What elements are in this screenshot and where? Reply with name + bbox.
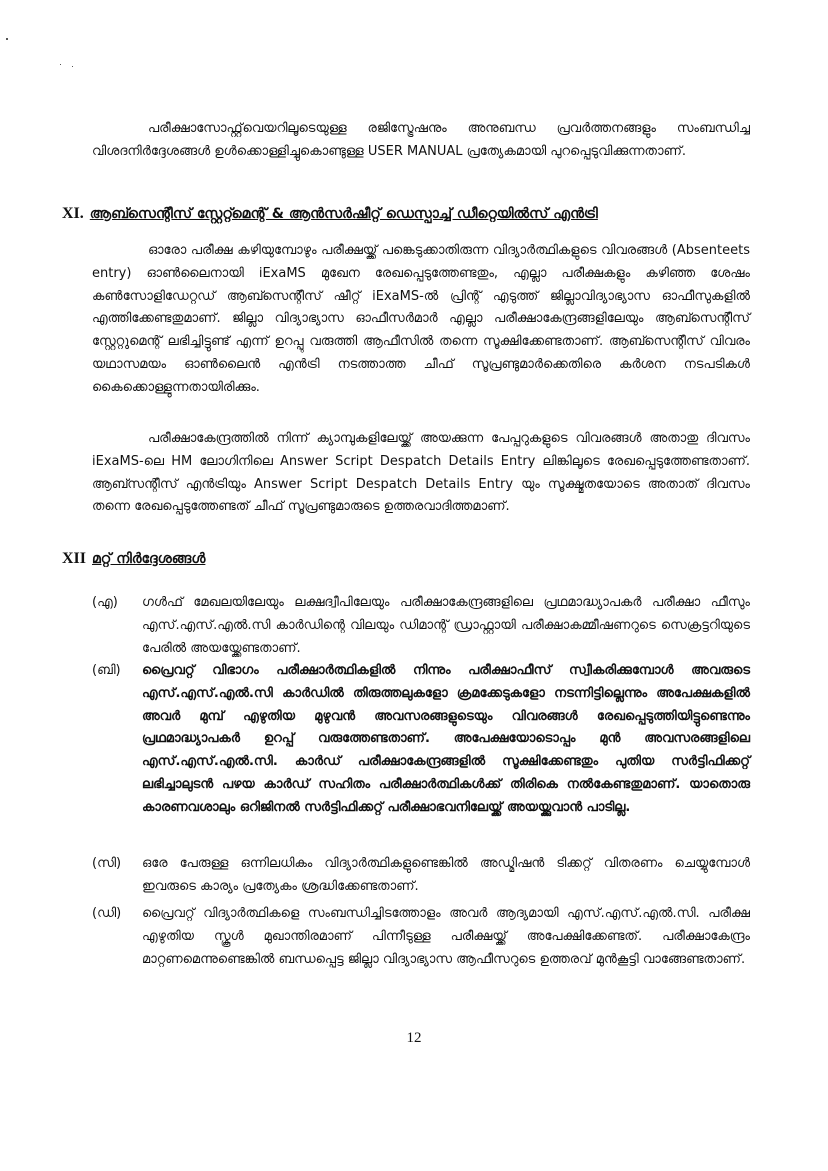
list-item-label: (ഡി) xyxy=(92,906,122,921)
scan-speck xyxy=(72,66,73,67)
scan-speck xyxy=(6,38,8,40)
page-number: 12 xyxy=(406,1030,422,1046)
list-item-label: (ബി) xyxy=(92,663,121,678)
intro-paragraph: പരീക്ഷാസോഫ്റ്റ്‌വെയറിലൂടെയുള്ള രജിസ്ട്രേഷനും അനുബന്ധ പ്രവർത്തനങ്ങളും സംബന്ധിച്ച വിശദനിർദ്ദേശങ്ങൾ ഉൾക്കൊള്ളിച്ചുകൊണ്ടുള്ള USER MANUAL പ്രത്യേകമായി പുറപ്പെടുവിക്കുന്നതാണ്. xyxy=(92,121,750,159)
section-number: XII xyxy=(62,550,87,567)
list-item-label: (സി) xyxy=(92,856,122,871)
section-xi-heading xyxy=(62,205,598,223)
section-number: XI. xyxy=(62,205,84,222)
list-item-text: പ്രൈവറ്റ് വിഭാഗം പരീക്ഷാർത്ഥികളിൽ നിന്നും പരീക്ഷാഫീസ് സ്വീകരിക്കുമ്പോൾ അവരുടെ എസ്.എസ്.എൽ.സി കാർഡിൽ തിരുത്തലുകളോ ക്രമക്കേടുകളോ നടന്നിട്ടില്ലെന്നും അപേക്ഷകളിൽ അവർ മുമ്പ് എഴുതിയ മുഴുവൻ അവസരങ്ങളുടെയും വിവരങ്ങൾ രേഖപ്പെടുത്തിയിട്ടുണ്ടെന്നും പ്രഥമാദ്ധ്യാപകർ ഉറപ്പ് വരുത്തേണ്ടതാണ്. അപേക്ഷയോടൊപ്പം മുൻ അവസരങ്ങളിലെ എസ്.എസ്.എൽ.സി. കാർഡ് പരീക്ഷാകേന്ദ്രങ്ങളിൽ സൂക്ഷിക്കേണ്ടതും പുതിയ സർട്ടിഫിക്കറ്റ് ലഭിച്ചാലുടൻ പഴയ കാർഡ് സഹിതം പരീക്ഷാർത്ഥികൾക്ക് തിരികെ നൽകേണ്ടതുമാണ്. യാതൊരു കാരണവശാലും ഒറിജിനൽ സർട്ടിഫിക്കറ്റ് പരീക്ഷാഭവനിലേയ്ക്ക് അയയ്ക്കുവാൻ പാടില്ല. xyxy=(142,663,750,815)
section-title: മറ്റ് നിർദ്ദേശങ്ങൾ xyxy=(92,551,206,567)
list-item-text: ഒരേ പേരുള്ള ഒന്നിലധികം വിദ്യാർത്ഥികളുണ്ടെങ്കിൽ അഡ്മിഷൻ ടിക്കറ്റ് വിതരണം ചെയ്യുമ്പോൾ ഇവരുടെ കാര്യം പ്രത്യേകം ശ്രദ്ധിക്കേണ്ടതാണ്. xyxy=(142,856,750,894)
section-xii-heading xyxy=(62,550,205,568)
list-item-label: (എ) xyxy=(92,595,118,610)
list-item-text: ഗൾഫ് മേഖലയിലേയും ലക്ഷദ്വീപിലേയും പരീക്ഷാകേന്ദ്രങ്ങളിലെ പ്രഥമാദ്ധ്യാപകർ പരീക്ഷാ ഫീസും എസ്.എസ്.എൽ.സി കാർഡിന്റെ വിലയും ഡിമാന്റ് ഡ്രാഫ്റ്റായി പരീക്ഷാകമ്മീഷണറുടെ സെക്രട്ടറിയുടെ പേരിൽ അയയ്ക്കേണ്ടതാണ്. xyxy=(142,595,750,656)
list-item-text: പ്രൈവറ്റ് വിദ്യാർത്ഥികളെ സംബന്ധിച്ചിടത്തോളം അവർ ആദ്യമായി എസ്.എസ്.എൽ.സി. പരീക്ഷ എഴുതിയ സ്കൂൾ മുഖാന്തിരമാണ് പിന്നീടുള്ള പരീക്ഷയ്ക്ക് അപേക്ഷിക്കേണ്ടത്. പരീക്ഷാകേന്ദ്രം മാറ്റണമെന്നുണ്ടെങ്കിൽ ബന്ധപ്പെട്ട ജില്ലാ വിദ്യാഭ്യാസ ആഫീസറുടെ ഉത്തരവ് മുൻകൂട്ടി വാങ്ങേണ്ടതാണ്. xyxy=(142,906,750,967)
section-xi-paragraph-1: ഓരോ പരീക്ഷ കഴിയുമ്പോഴും പരീക്ഷയ്ക്ക് പങ്കെടുക്കാതിരുന്ന വിദ്യാർത്ഥികളുടെ വിവരങ്ങൾ (Absenteets entry) ഓൺലൈനായി iExaMS മുഖേന രേഖപ്പെടുത്തേണ്ടതും, എല്ലാ പരീക്ഷകളും കഴിഞ്ഞ ശേഷം കൺസോളിഡേറ്റഡ് ആബ്സെന്റീസ് ഷീറ്റ് iExaMS-ൽ പ്രിന്റ് എടുത്ത് ജില്ലാവിദ്യാഭ്യാസ ഓഫീസുകളിൽ എത്തിക്കേണ്ടതുമാണ്. ജില്ലാ വിദ്യാഭ്യാസ ഓഫീസർമാർ എല്ലാ പരീക്ഷാകേന്ദ്രങ്ങളിലേയും ആബ്സെന്റീസ് സ്റ്റേറ്റുമെന്റ് ലഭിച്ചിട്ടുണ്ട് എന്ന് ഉറപ്പു വരുത്തി ആഫീസിൽ തന്നെ സൂക്ഷിക്കേണ്ടതാണ്. ആബ്സെന്റീസ് വിവരം യഥാസമയം ഓൺലൈൻ എൻട്രി നടത്താത്ത ചീഫ് സൂപ്രണ്ടുമാർക്കെതിരെ കർശന നടപടികൾ കൈക്കൊള്ളുന്നതായിരിക്കും. xyxy=(92,243,750,395)
section-xi-paragraph-2: പരീക്ഷാകേന്ദ്രത്തിൽ നിന്ന് ക്യാമ്പുകളിലേയ്ക്ക് അയക്കുന്ന പേപ്പറുകളുടെ വിവരങ്ങൾ അതാതു ദിവസം iExaMS-ലെ HM ലോഗിനിലെ Answer Script Despatch Details Entry ലിങ്കിലൂടെ രേഖപ്പെടുത്തേണ്ടതാണ്. ആബ്സന്റീസ് എൻട്രിയും Answer Script Despatch Details Entry യും സൂക്ഷ്മതയോടെ അതാത് ദിവസം തന്നെ രേഖപ്പെടുത്തേണ്ടത് ചീഫ് സൂപ്രണ്ടുമാരുടെ ഉത്തരവാദിത്തമാണ്. xyxy=(92,431,750,515)
section-title: ആബ്സെന്റീസ് സ്റ്റേറ്റ്മെന്റ് & ആൻസർഷീറ്റ് ഡെസ്പാച്ച് ഡീറ്റെയിൽസ് എൻട്രി xyxy=(89,206,598,222)
scan-speck xyxy=(60,64,61,65)
